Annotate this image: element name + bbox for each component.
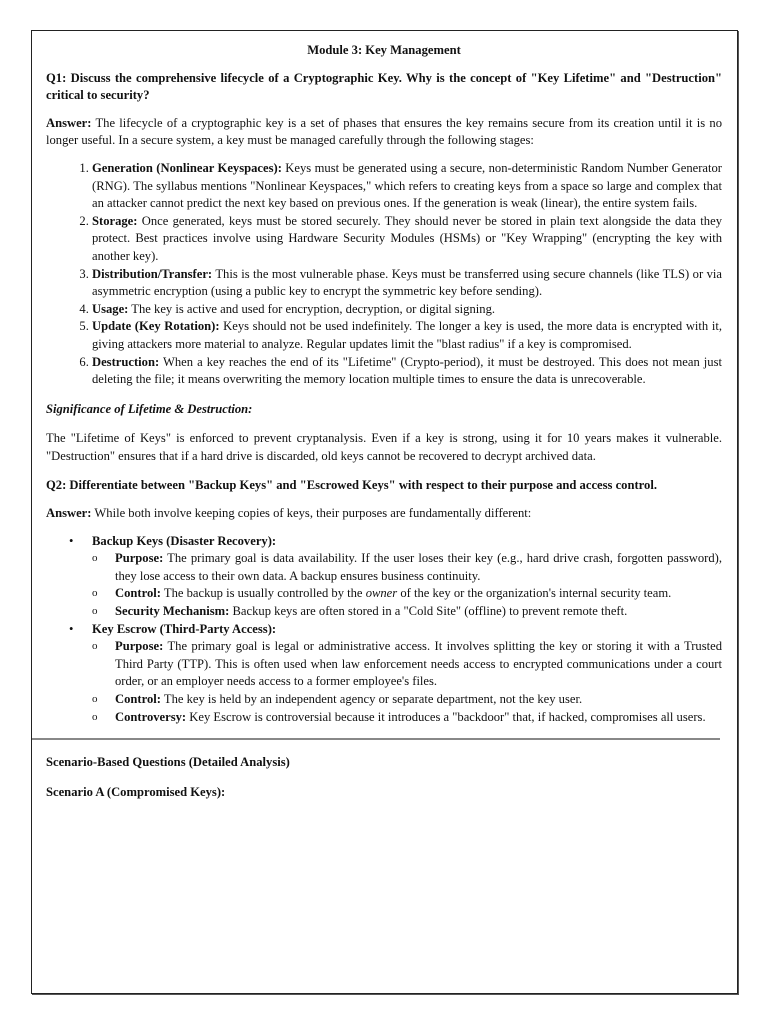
question-1: Q1: Discuss the comprehensive lifecycle of a Cryptographic Key. Why is the concept of "Key Lifetime" and "Destruction" critical to security?: [46, 70, 722, 103]
security-text: Backup keys are often stored in a "Cold Site" (offline) to prevent remote theft.: [229, 604, 628, 619]
scenario-a-heading: Scenario A (Compromised Keys):: [46, 784, 226, 799]
control-text: The backup is usually controlled by the: [160, 586, 366, 601]
page-title: Module 3: Key Management: [307, 43, 461, 57]
stage-label: Storage:: [92, 213, 138, 228]
list-item: [92, 691, 722, 709]
list-item: [92, 603, 722, 621]
stage-text: This is the most vulnerable phase. Keys must be transferred using secure channels (like TLS) or via asymmetric encryption (using a public key to encrypt the symmetric key before sending).: [92, 266, 722, 299]
answer-label: Answer:: [46, 115, 92, 130]
control-label: Control:: [115, 692, 161, 706]
circle-bullet-icon: o: [92, 605, 98, 618]
significance-text: The "Lifetime of Keys" is enforced to prevent cryptanalysis. Even if a key is strong, using it for 10 years makes it vulnerable. "Destruction" ensures that if a hard drive is discarded, old keys cannot be recovered to decrypt archived data.: [46, 431, 722, 463]
stage-label: Usage:: [92, 301, 129, 316]
circle-bullet-icon: o: [92, 552, 98, 565]
control-emphasis: owner: [365, 586, 398, 601]
control-text: The key is held by an independent agency or separate department, not the key user.: [160, 692, 583, 706]
backup-sublist: [92, 550, 722, 620]
list-item: [92, 160, 722, 213]
list-item: [92, 709, 722, 727]
purpose-label: Purpose:: [115, 639, 164, 654]
circle-bullet-icon: o: [92, 710, 98, 723]
list-item: [92, 638, 722, 691]
stage-text: When a key reaches the end of its "Lifetime" (Crypto-period), it must be destroyed. This does not mean just deleting the file; it means overwriting the memory location multiple times to ensure the data is unrecoverable.: [92, 354, 722, 387]
purpose-text: The primary goal is legal or administrative access. It involves splitting the key or storing it with a Trusted Third Party (TTP). This is often used when law enforcement needs access to encrypted communications under a court order, or an employer needs access to a former employee's files.: [115, 639, 722, 689]
scenario-section-heading: Scenario-Based Questions (Detailed Analysis): [46, 755, 290, 770]
bullet-icon: •: [69, 621, 74, 636]
q2-answer: [46, 505, 722, 523]
stage-text: Once generated, keys must be stored securely. They should never be stored in plain text alongside the data they protect. Best practices involve using Hardware Security Modules (HSMs) or "Key Wrapping" (encrypting the key with another key).: [92, 213, 722, 263]
question-2: Q2: Differentiate between "Backup Keys" and "Escrowed Keys" with respect to their purpose and access control.: [46, 478, 657, 493]
answer-text: While both involve keeping copies of keys, their purposes are fundamentally different:: [91, 506, 532, 521]
security-label: Security Mechanism:: [115, 604, 230, 619]
list-item: [92, 213, 722, 266]
key-types-list: [46, 533, 722, 727]
list-item: [92, 266, 722, 301]
list-item: [92, 354, 722, 389]
stage-label: Distribution/Transfer:: [92, 266, 213, 281]
significance-heading: Significance of Lifetime & Destruction:: [46, 401, 253, 416]
controversy-label: Controversy:: [115, 709, 187, 724]
control-text-end: of the key or the organization's internal security team.: [397, 586, 672, 601]
escrow-heading: Key Escrow (Third-Party Access):: [92, 621, 277, 636]
q1-answer: [46, 115, 722, 150]
list-item: [92, 550, 722, 585]
escrow-sublist: [92, 638, 722, 726]
stage-label: Destruction:: [92, 354, 160, 369]
stage-text: The key is active and used for encryption, decryption, or digital signing.: [128, 301, 496, 316]
stage-label: Update (Key Rotation):: [92, 319, 220, 334]
answer-text: The lifecycle of a cryptographic key is a set of phases that ensures the key remains secure from its creation until it is no longer useful. In a secure system, a key must be managed carefully through the following stages:: [46, 115, 722, 148]
stage-text: Keys should not be used indefinitely. The longer a key is used, the more data is encrypted with it, giving attackers more material to analyze. Regular updates limit the "blast radius" if a key is compromised.: [92, 319, 722, 351]
circle-bullet-icon: o: [92, 640, 98, 653]
document-body: [46, 42, 722, 813]
purpose-label: Purpose:: [115, 551, 164, 566]
stage-text: Keys must be generated using a secure, non-deterministic Random Number Generator (RNG). The syllabus mentions "Nonlinear Keyspaces," which refers to creating keys from a space so large and complex that an attacker cannot predict the next key based on previous ones. If the generation is weak (linear), the entire system fails.: [92, 160, 722, 211]
control-label: Control:: [115, 586, 161, 601]
list-item: [92, 318, 722, 353]
controversy-text: Key Escrow is controversial because it introduces a "backdoor" that, if hacked, compromises all users.: [186, 709, 706, 724]
list-item: [92, 585, 722, 603]
purpose-text: The primary goal is data availability. If the user loses their key (e.g., hard drive crash, forgotten password), they lose access to their own data. A backup ensures business continuity.: [115, 551, 722, 583]
horizontal-divider: [32, 738, 720, 740]
bullet-icon: •: [69, 533, 74, 548]
backup-heading: Backup Keys (Disaster Recovery):: [92, 533, 277, 548]
circle-bullet-icon: o: [92, 693, 98, 705]
list-item-backup-keys: [46, 533, 722, 621]
answer-label: Answer:: [46, 506, 92, 521]
stage-label: Generation (Nonlinear Keyspaces):: [92, 160, 282, 175]
list-item-key-escrow: [46, 621, 722, 727]
list-item: [92, 301, 722, 319]
lifecycle-stages-list: [46, 160, 722, 389]
circle-bullet-icon: o: [92, 587, 98, 600]
